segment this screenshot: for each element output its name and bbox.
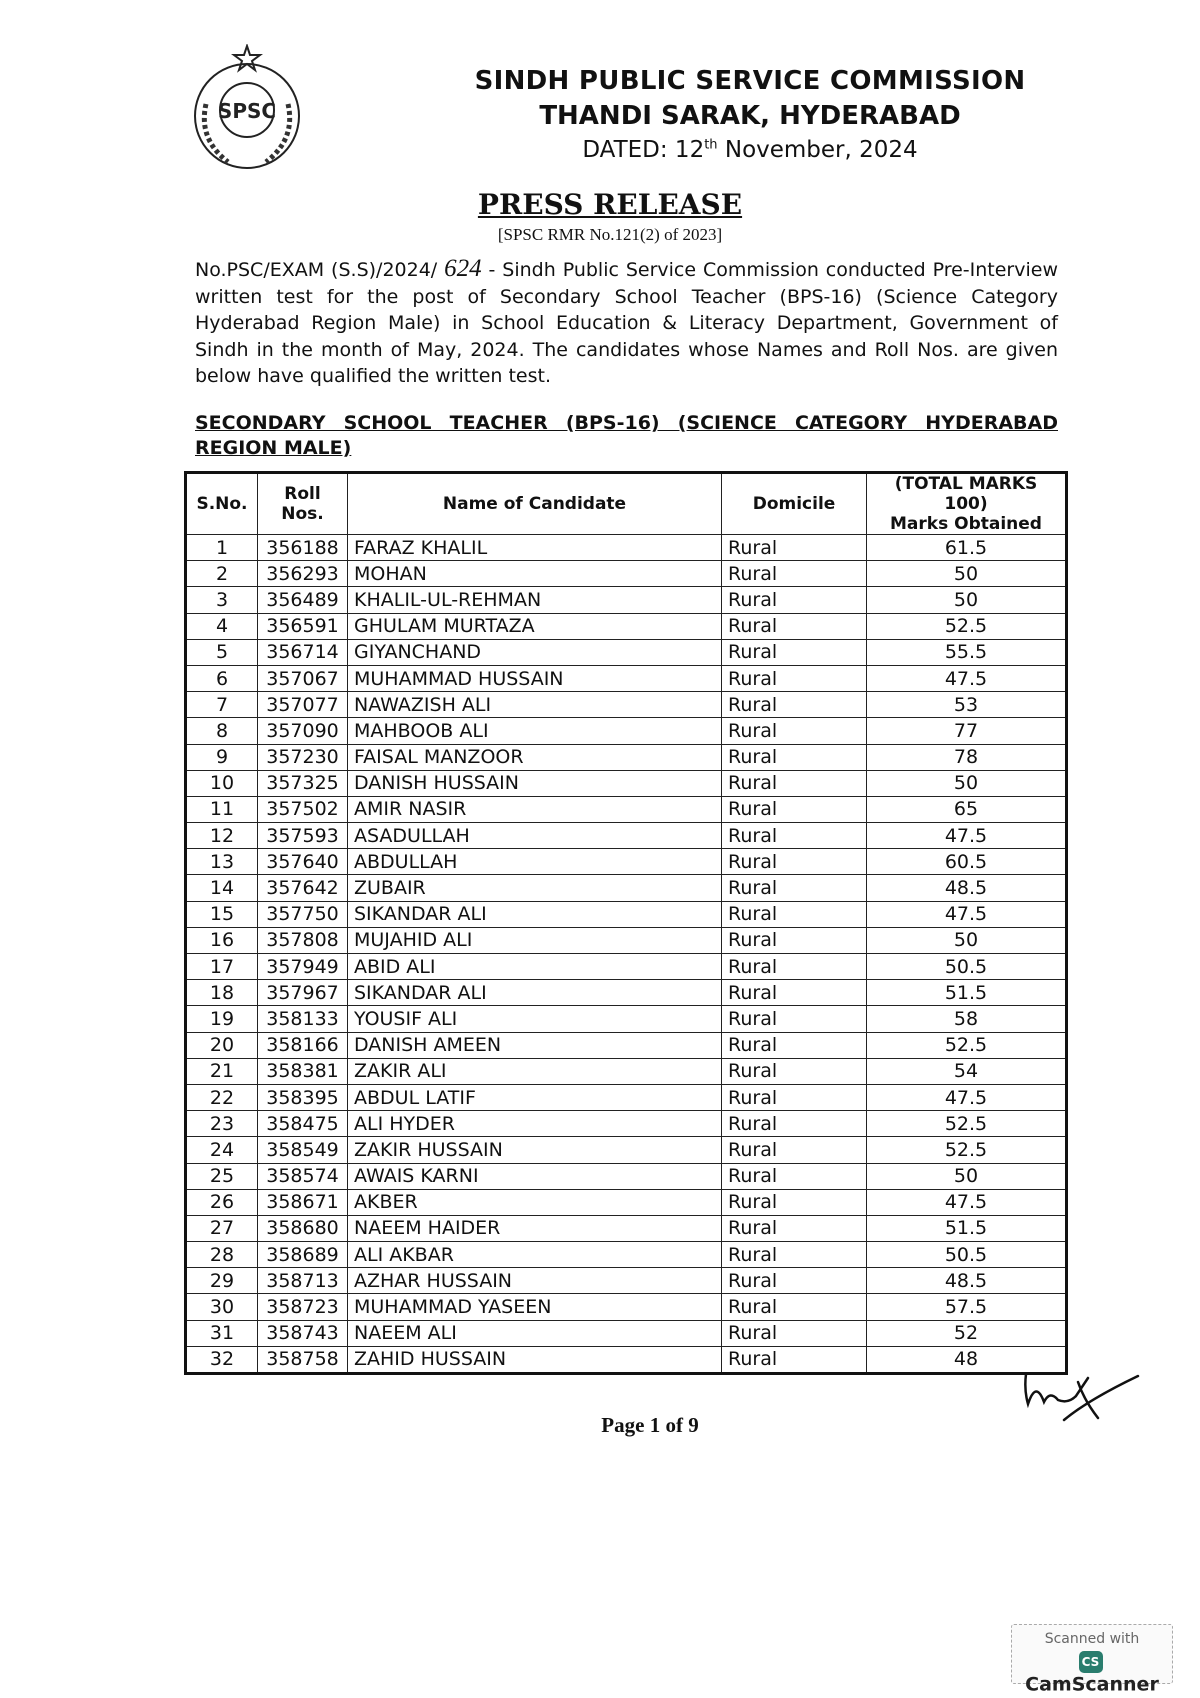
cell-marks: 48.5 [867,1268,1067,1294]
table-row [186,1346,1067,1373]
cell-sno: 7 [186,692,258,718]
cell-domicile: Rural [722,561,867,587]
cell-name: ZUBAIR [348,875,722,901]
cell-domicile: Rural [722,744,867,770]
table-row [186,770,1067,796]
camscanner-watermark: Scanned with CSCamScanner [1011,1624,1173,1684]
cell-marks: 52.5 [867,613,1067,639]
table-row [186,535,1067,561]
cell-name: FAISAL MANZOOR [348,744,722,770]
table-row [186,823,1067,849]
cell-name: MUHAMMAD YASEEN [348,1294,722,1320]
cell-name: ABID ALI [348,954,722,980]
table-row [186,1137,1067,1163]
cell-marks: 47.5 [867,1189,1067,1215]
org-address: THANDI SARAK, HYDERABAD [539,101,961,131]
cell-name: ALI AKBAR [348,1242,722,1268]
camscanner-icon: CS [1079,1651,1103,1673]
cell-name: ABDULLAH [348,849,722,875]
cell-roll: 358723 [258,1294,348,1320]
cell-domicile: Rural [722,1084,867,1110]
cell-domicile: Rural [722,954,867,980]
cell-marks: 47.5 [867,665,1067,691]
cell-domicile: Rural [722,613,867,639]
cell-marks: 51.5 [867,980,1067,1006]
cell-roll: 357067 [258,665,348,691]
cell-marks: 50 [867,1163,1067,1189]
table-row [186,927,1067,953]
cell-marks: 52.5 [867,1032,1067,1058]
cell-marks: 51.5 [867,1215,1067,1241]
cell-marks: 48.5 [867,875,1067,901]
cell-marks: 53 [867,692,1067,718]
cell-roll: 357967 [258,980,348,1006]
cell-roll: 358381 [258,1058,348,1084]
cell-roll: 357808 [258,927,348,953]
cell-marks: 52 [867,1320,1067,1346]
cell-sno: 9 [186,744,258,770]
cell-marks: 50.5 [867,954,1067,980]
cell-sno: 17 [186,954,258,980]
cell-roll: 358395 [258,1084,348,1110]
cell-sno: 16 [186,927,258,953]
header-sno: S.No. [186,473,258,535]
table-row [186,1163,1067,1189]
cell-roll: 357949 [258,954,348,980]
table-row [186,718,1067,744]
cell-marks: 50 [867,770,1067,796]
cell-domicile: Rural [722,1058,867,1084]
cell-marks: 52.5 [867,1137,1067,1163]
cell-domicile: Rural [722,823,867,849]
cell-domicile: Rural [722,796,867,822]
table-row [186,849,1067,875]
cell-name: ASADULLAH [348,823,722,849]
cell-sno: 30 [186,1294,258,1320]
cell-domicile: Rural [722,692,867,718]
table-row [186,954,1067,980]
table-row [186,561,1067,587]
section-title: SECONDARY SCHOOL TEACHER (BPS-16) (SCIENCE CATEGORY HYDERABAD REGION MALE) [195,412,1058,459]
cell-roll: 358133 [258,1006,348,1032]
cell-sno: 19 [186,1006,258,1032]
cell-sno: 13 [186,849,258,875]
cell-sno: 31 [186,1320,258,1346]
cell-marks: 48 [867,1346,1067,1373]
cell-name: MUJAHID ALI [348,927,722,953]
cell-sno: 23 [186,1111,258,1137]
cell-name: ZAHID HUSSAIN [348,1346,722,1373]
cell-name: NAEEM ALI [348,1320,722,1346]
cell-roll: 357230 [258,744,348,770]
table-header-row [186,473,1067,535]
cell-roll: 356293 [258,561,348,587]
cell-domicile: Rural [722,1006,867,1032]
cell-name: AWAIS KARNI [348,1163,722,1189]
cell-domicile: Rural [722,639,867,665]
table-row [186,639,1067,665]
cell-roll: 358689 [258,1242,348,1268]
cell-sno: 5 [186,639,258,665]
cell-sno: 18 [186,980,258,1006]
cell-roll: 358713 [258,1268,348,1294]
header-name: Name of Candidate [348,473,722,535]
cell-marks: 50 [867,561,1067,587]
table-row [186,1058,1067,1084]
cell-sno: 10 [186,770,258,796]
cell-sno: 14 [186,875,258,901]
cell-roll: 357750 [258,901,348,927]
cell-roll: 357593 [258,823,348,849]
cell-sno: 22 [186,1084,258,1110]
cell-name: DANISH HUSSAIN [348,770,722,796]
cell-name: AZHAR HUSSAIN [348,1268,722,1294]
cell-roll: 358758 [258,1346,348,1373]
table-row [186,665,1067,691]
spsc-logo [188,44,306,172]
table-row [186,1084,1067,1110]
cell-sno: 6 [186,665,258,691]
cell-name: ALI HYDER [348,1111,722,1137]
cell-name: MAHBOOB ALI [348,718,722,744]
cell-name: GIYANCHAND [348,639,722,665]
handwritten-ref-number: 624 [444,255,482,282]
table-row [186,587,1067,613]
cell-roll: 358549 [258,1137,348,1163]
table-row [186,901,1067,927]
cell-sno: 24 [186,1137,258,1163]
cell-sno: 28 [186,1242,258,1268]
cell-roll: 356489 [258,587,348,613]
cell-marks: 65 [867,796,1067,822]
document-date: DATED: 12th November, 2024 [582,137,918,163]
cell-sno: 20 [186,1032,258,1058]
table-row [186,796,1067,822]
cell-roll: 358574 [258,1163,348,1189]
cell-domicile: Rural [722,1215,867,1241]
table-row [186,1111,1067,1137]
header-domicile: Domicile [722,473,867,535]
cell-domicile: Rural [722,1268,867,1294]
cell-name: KHALIL-UL-REHMAN [348,587,722,613]
cell-marks: 50.5 [867,1242,1067,1268]
cell-marks: 55.5 [867,639,1067,665]
cell-marks: 78 [867,744,1067,770]
cell-domicile: Rural [722,770,867,796]
cell-sno: 29 [186,1268,258,1294]
cell-sno: 27 [186,1215,258,1241]
cell-name: MUHAMMAD HUSSAIN [348,665,722,691]
cell-domicile: Rural [722,901,867,927]
table-row [186,1189,1067,1215]
header-roll: Roll Nos. [258,473,348,535]
cell-marks: 47.5 [867,823,1067,849]
table-row [186,980,1067,1006]
cell-roll: 356714 [258,639,348,665]
table-row [186,1215,1067,1241]
cell-name: SIKANDAR ALI [348,980,722,1006]
cell-name: SIKANDAR ALI [348,901,722,927]
cell-name: NAEEM HAIDER [348,1215,722,1241]
cell-marks: 61.5 [867,535,1067,561]
cell-sno: 2 [186,561,258,587]
cell-domicile: Rural [722,875,867,901]
cell-name: FARAZ KHALIL [348,535,722,561]
cell-domicile: Rural [722,849,867,875]
table-row [186,744,1067,770]
cell-domicile: Rural [722,587,867,613]
cell-marks: 60.5 [867,849,1067,875]
cell-name: DANISH AMEEN [348,1032,722,1058]
cell-roll: 357077 [258,692,348,718]
cell-sno: 11 [186,796,258,822]
cell-domicile: Rural [722,980,867,1006]
cell-sno: 21 [186,1058,258,1084]
table-row [186,875,1067,901]
cell-domicile: Rural [722,1111,867,1137]
cell-sno: 1 [186,535,258,561]
cell-domicile: Rural [722,1320,867,1346]
table-row [186,1268,1067,1294]
cell-marks: 47.5 [867,901,1067,927]
cell-sno: 25 [186,1163,258,1189]
cell-domicile: Rural [722,665,867,691]
cell-domicile: Rural [722,927,867,953]
cell-roll: 357325 [258,770,348,796]
press-release-reference: [SPSC RMR No.121(2) of 2023] [497,225,723,244]
cell-name: MOHAN [348,561,722,587]
cell-domicile: Rural [722,718,867,744]
page-number: Page 1 of 9 [601,1413,699,1437]
cell-sno: 26 [186,1189,258,1215]
cell-sno: 3 [186,587,258,613]
cell-sno: 32 [186,1346,258,1373]
results-table [184,471,1068,1375]
cell-marks: 50 [867,927,1067,953]
cell-name: NAWAZISH ALI [348,692,722,718]
table-row [186,1006,1067,1032]
cell-name: AKBER [348,1189,722,1215]
cell-domicile: Rural [722,1189,867,1215]
cell-marks: 47.5 [867,1084,1067,1110]
cell-name: AMIR NASIR [348,796,722,822]
cell-roll: 358166 [258,1032,348,1058]
cell-domicile: Rural [722,1294,867,1320]
cell-name: YOUSIF ALI [348,1006,722,1032]
cell-name: GHULAM MURTAZA [348,613,722,639]
press-release-title: PRESS RELEASE [477,188,743,221]
cell-roll: 357502 [258,796,348,822]
cell-marks: 50 [867,587,1067,613]
cell-name: ZAKIR ALI [348,1058,722,1084]
table-row [186,613,1067,639]
table-row [186,1242,1067,1268]
cell-roll: 358671 [258,1189,348,1215]
table-row [186,692,1067,718]
cell-roll: 357090 [258,718,348,744]
cell-marks: 54 [867,1058,1067,1084]
cell-roll: 357642 [258,875,348,901]
cell-marks: 77 [867,718,1067,744]
cell-sno: 4 [186,613,258,639]
cell-name: ABDUL LATIF [348,1084,722,1110]
svg-text:SPSC: SPSC [217,99,277,123]
cell-marks: 52.5 [867,1111,1067,1137]
table-row [186,1294,1067,1320]
cell-marks: 57.5 [867,1294,1067,1320]
cell-roll: 356188 [258,535,348,561]
cell-domicile: Rural [722,1137,867,1163]
cell-domicile: Rural [722,1346,867,1373]
cell-name: ZAKIR HUSSAIN [348,1137,722,1163]
cell-sno: 15 [186,901,258,927]
cell-domicile: Rural [722,1242,867,1268]
signature [1018,1360,1148,1440]
header-marks: (TOTAL MARKS 100) Marks Obtained [867,473,1067,535]
cell-sno: 8 [186,718,258,744]
cell-domicile: Rural [722,1163,867,1189]
cell-roll: 358680 [258,1215,348,1241]
table-row [186,1320,1067,1346]
cell-domicile: Rural [722,535,867,561]
org-name: SINDH PUBLIC SERVICE COMMISSION [474,66,1026,96]
cell-marks: 58 [867,1006,1067,1032]
cell-sno: 12 [186,823,258,849]
cell-roll: 356591 [258,613,348,639]
cell-roll: 358475 [258,1111,348,1137]
cell-roll: 358743 [258,1320,348,1346]
cell-roll: 357640 [258,849,348,875]
table-row [186,1032,1067,1058]
cell-domicile: Rural [722,1032,867,1058]
press-release-body: No.PSC/EXAM (S.S)/2024/ 624 - Sindh Public Service Commission conducted Pre-Interview written test for the post of Secondary School Teacher (BPS-16) (Science Category Hyderabad Region Male) in School Education & Literacy Department, Government of Sindh in the month of May, 2024. The candidates whose Names and Roll Nos. are given below have qualified the written test. [195,255,1058,387]
